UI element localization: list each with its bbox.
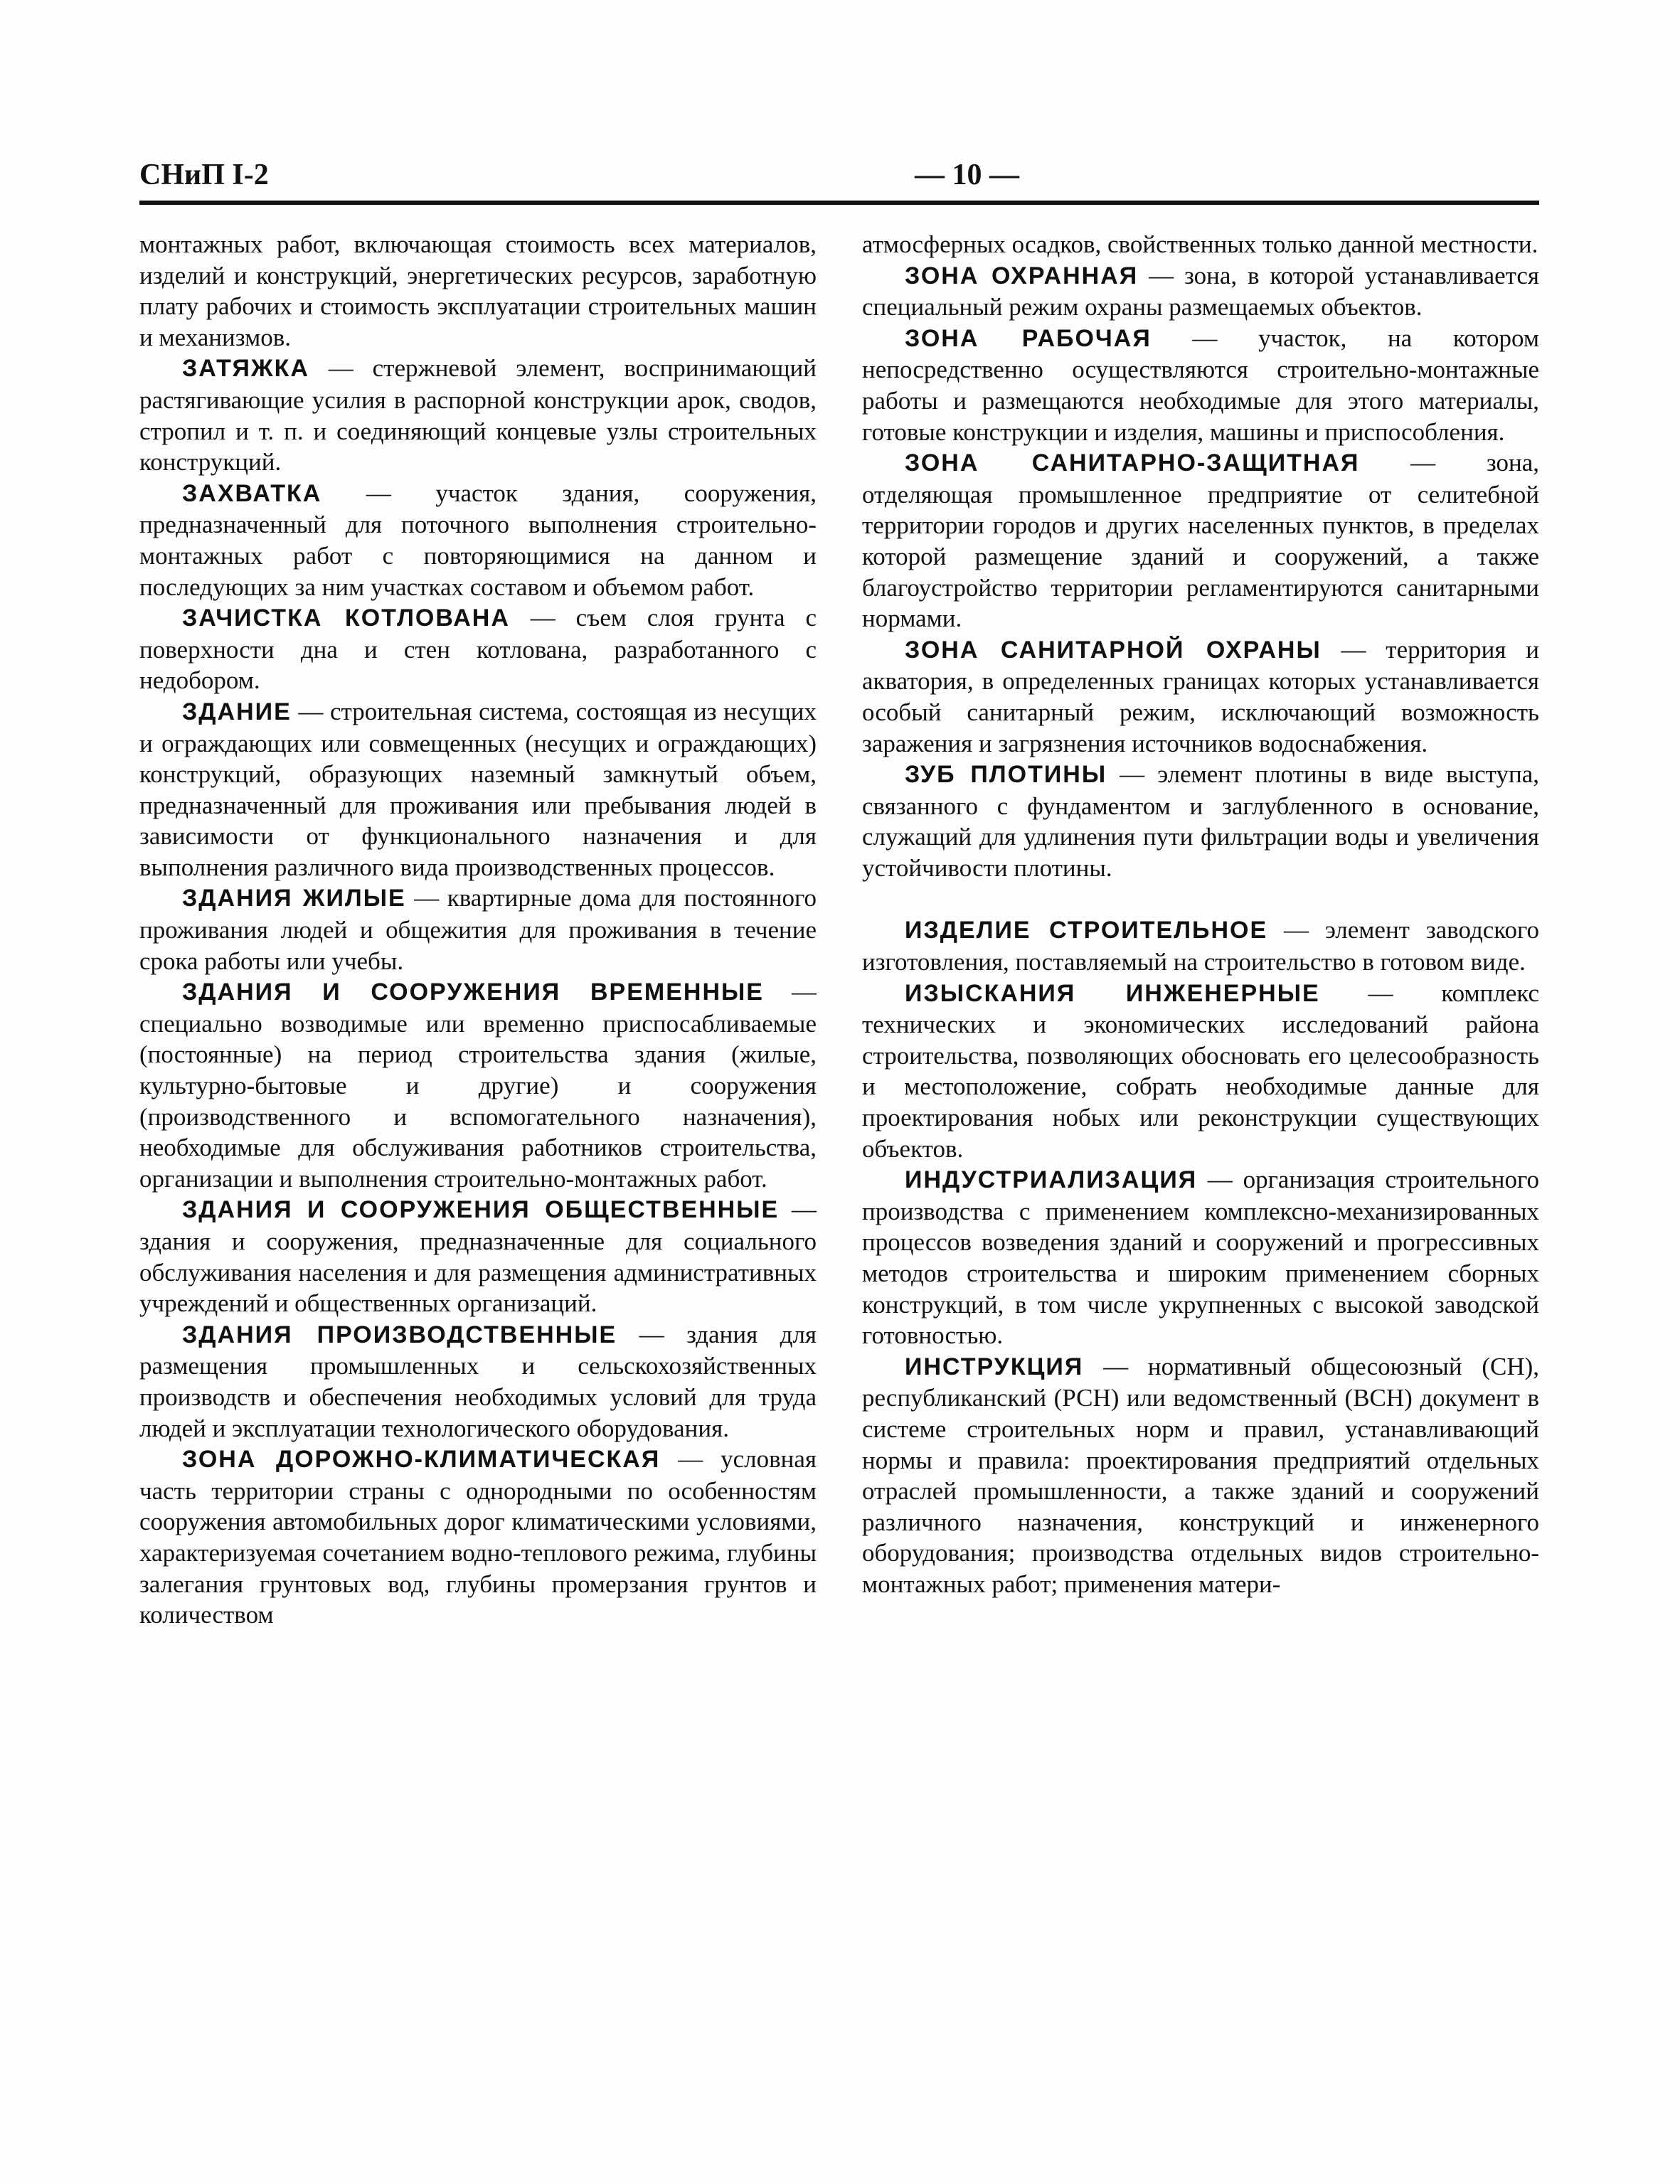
glossary-entry bbox=[862, 447, 1539, 634]
entry-term: ЗУБ ПЛОТИНЫ bbox=[905, 761, 1107, 789]
entry-term: ЗОНА ДОРОЖНО-КЛИМАТИЧЕСКАЯ bbox=[182, 1446, 661, 1474]
glossary-entry bbox=[862, 978, 1539, 1165]
entry-term: ИНДУСТРИАЛИЗАЦИЯ bbox=[905, 1166, 1198, 1194]
glossary-entry bbox=[139, 1194, 817, 1319]
entry-term: ЗДАНИЯ И СООРУЖЕНИЯ ОБЩЕСТВЕННЫЕ bbox=[182, 1196, 780, 1224]
glossary-entry bbox=[139, 883, 817, 976]
glossary-entry bbox=[862, 229, 1539, 260]
entry-term: ЗОНА ОХРАННАЯ bbox=[905, 262, 1139, 289]
glossary-entry bbox=[862, 759, 1539, 883]
entry-term: ЗАЧИСТКА КОТЛОВАНА bbox=[182, 604, 510, 632]
entry-term: ЗОНА САНИТАРНОЙ ОХРАНЫ bbox=[905, 636, 1322, 664]
glossary-entry bbox=[139, 696, 817, 883]
entry-text: атмосферных осадков, свойственных только данной местности. bbox=[862, 230, 1538, 258]
glossary-entry bbox=[862, 634, 1539, 759]
entry-text: — здания для размещения промышленных и сельскохозяйственных производств и обеспечения необходимых условий для труда людей и эксплуатации технологического оборудования. bbox=[139, 1320, 817, 1442]
entry-text: — комплекс технических и экономических исследований района строительства, позволяющих обосновать его целесообразность и местоположение, собрать необходимые данные для проектирования нобых или реконструкции существующих объектов. bbox=[862, 979, 1540, 1163]
entry-text: — здания и сооружения, предназначенные для социального обслуживания населения и для размещения административных учреждений и общественных организаций. bbox=[139, 1195, 817, 1318]
entry-text: — нормативный общесоюзный (СН), республиканский (РСН) или ведомственный (ВСН) документ в системе строительных норм и правил, устанавливающий нормы и правила: проектирования предприятий отдельных отраслей промышленности, а также зданий и сооружений различного назначения, конструкций и инженерного оборудования; производства отдельных видов строительно-монтажных работ; применения матери- bbox=[862, 1352, 1539, 1598]
entry-text: — квартирные дома для постоянного проживания людей и общежития для проживания в течение срока работы или учебы. bbox=[139, 884, 817, 975]
entry-term: ЗДАНИЯ И СООРУЖЕНИЯ ВРЕМЕННЫЕ bbox=[182, 979, 764, 1006]
glossary-entry bbox=[139, 1444, 817, 1631]
glossary-entry bbox=[139, 1319, 817, 1444]
page-header bbox=[139, 158, 1539, 201]
entry-term: ИЗЫСКАНИЯ ИНЖЕНЕРНЫЕ bbox=[905, 979, 1320, 1007]
entry-term: ЗАХВАТКА bbox=[182, 479, 322, 507]
glossary-entry bbox=[862, 1164, 1539, 1351]
entry-text: — специально возводимые или временно приспосабливаемые (постоянные) на период строительства здания (жилые, культурно-бытовые и другие) и сооружения (производственного и вспомогательного назначения), необходимые для обслуживания работников строительства, организации и выполнения строительно-монтажных работ. bbox=[139, 978, 817, 1193]
glossary-entry bbox=[139, 976, 817, 1194]
entry-text: — стержневой элемент, воспринимающий растягивающие усилия в распорной конструкции арок, сводов, стропил и т. п. и соединяющий концевые узлы строительных конструкций. bbox=[139, 354, 817, 476]
entry-text: — съем слоя грунта с поверхности дна и стен котлована, разработанного с недобором. bbox=[139, 604, 817, 695]
entry-term: ЗАТЯЖКА bbox=[182, 355, 309, 383]
entry-text: — зона, в которой устанавливается специальный режим охраны размещаемых объектов. bbox=[862, 261, 1539, 321]
glossary-entry bbox=[139, 229, 817, 353]
entry-term: ЗДАНИЯ ЖИЛЫЕ bbox=[182, 885, 406, 912]
entry-term: ЗДАНИЯ ПРОИЗВОДСТВЕННЫЕ bbox=[182, 1321, 617, 1348]
glossary-entry bbox=[862, 1351, 1539, 1600]
entry-term: ИЗДЕЛИЕ СТРОИТЕЛЬНОЕ bbox=[905, 917, 1268, 944]
glossary-entry bbox=[862, 260, 1539, 323]
entry-text: — элемент заводского изготовления, поставляемый на строительство в готовом виде. bbox=[862, 916, 1540, 976]
entry-text: — участок, на котором непосредственно осуществляются строительно-монтажные работы и размещаются необходимые для этого материалы, готовые конструкции и изделия, машины и приспособления. bbox=[862, 324, 1539, 446]
right-column bbox=[862, 229, 1539, 1600]
glossary-entry bbox=[139, 353, 817, 477]
document-code: СНиП I-2 bbox=[139, 159, 269, 191]
left-column bbox=[139, 229, 817, 1631]
entry-text: — условная часть территории страны с однородными по особенностям сооружения автомобильных дорог климатическими условиями, характеризуемая сочетанием водно-теплового режима, глубины залегания грунтовых вод, глубины промерзания грунтов и количеством bbox=[139, 1445, 817, 1629]
header-rule bbox=[139, 201, 1539, 205]
entry-text: — зона, отделяющая промышленное предприятие от селитебной территории городов и других населенных пунктов, в пределах которой размещение зданий и сооружений, а также благоустройство территории регламентируются санитарными нормами. bbox=[862, 449, 1539, 633]
entry-text: — строительная система, состоящая из несущих и ограждающих или совмещенных (несущих и ограждающих) конструкций, образующих наземный замкнутый объем, предназначенный для проживания или пребывания людей в зависимости от функционального назначения и для выполнения различного вида производственных процессов. bbox=[139, 697, 817, 881]
glossary-entry bbox=[862, 915, 1539, 977]
glossary-entry bbox=[862, 323, 1539, 447]
entry-term: ЗОНА САНИТАРНО-ЗАЩИТНАЯ bbox=[905, 449, 1360, 477]
entry-term: ЗДАНИЕ bbox=[182, 698, 292, 725]
entry-text: — элемент плотины в виде выступа, связанного с фундаментом и заглубленного в основание, служащий для удлинения пути фильтрации воды и увеличения устойчивости плотины. bbox=[862, 760, 1540, 882]
entry-text: монтажных работ, включающая стоимость всех материалов, изделий и конструкций, энергетических ресурсов, заработную плату рабочих и стоимость эксплуатации строительных машин и механизмов. bbox=[139, 230, 817, 351]
entry-text: — организация строительного производства с применением комплексно-механизированных процессов возведения зданий и сооружений и прогрессивных методов строительства и широким применением сборных конструкций, в том числе укрупненных с высокой заводской готовностью. bbox=[862, 1166, 1539, 1350]
glossary-entry bbox=[139, 602, 817, 696]
entry-term: ИНСТРУКЦИЯ bbox=[905, 1353, 1084, 1380]
entry-term: ЗОНА РАБОЧАЯ bbox=[905, 324, 1152, 352]
entry-text: — участок здания, сооружения, предназначенный для поточного выполнения строительно-монтажных работ с повторяющимися на данном и последующих за ним участках составом и объемом работ. bbox=[139, 479, 817, 601]
page-number: — 10 — bbox=[915, 159, 1019, 191]
glossary-entry bbox=[139, 478, 817, 602]
entry-text: — территория и акватория, в определенных границах которых устанавливается особый санитарный режим, исключающий возможность заражения и загрязнения источников водоснабжения. bbox=[862, 635, 1539, 757]
